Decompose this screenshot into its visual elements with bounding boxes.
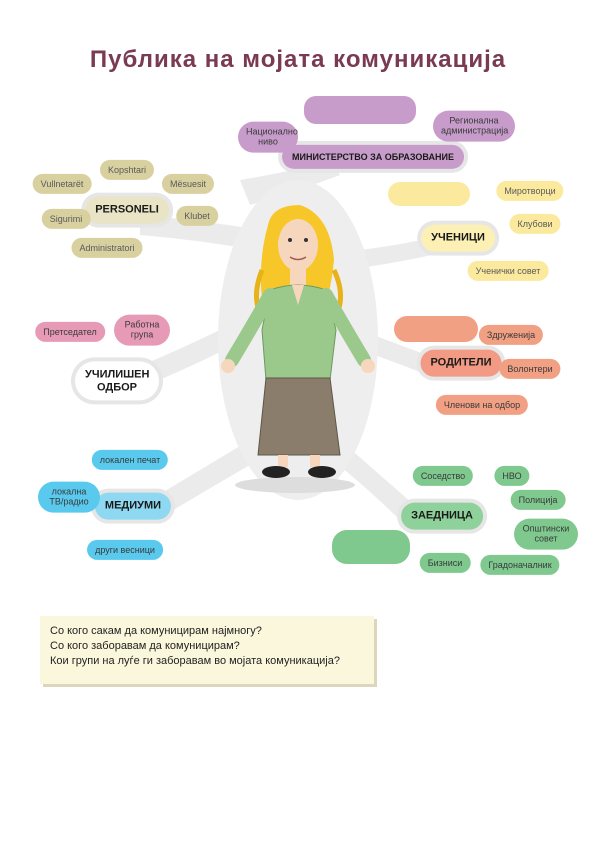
media-hub: МЕДИУМИ bbox=[95, 493, 171, 520]
personnel-item-administratori: Administratori bbox=[71, 238, 142, 258]
school-board-hub: УЧИЛИШЕН ОДБОР bbox=[75, 361, 159, 400]
community-item-municipal-council: Општински совет bbox=[514, 519, 578, 550]
community-item-ngo: НВО bbox=[494, 466, 529, 486]
community-item-businesses: Бизниси bbox=[420, 553, 471, 573]
personnel-hub: PERSONELI bbox=[85, 197, 169, 224]
page-title: Публика на мојата комуникација bbox=[89, 46, 507, 73]
community-item-mayor: Градоначалник bbox=[480, 555, 559, 575]
ministry-item-national: Национално ниво bbox=[238, 122, 298, 153]
parents-hub: РОДИТЕЛИ bbox=[420, 350, 501, 377]
questions-box bbox=[40, 616, 374, 684]
media-item-other-newspapers: други весници bbox=[87, 540, 163, 560]
blank-bubble-green bbox=[332, 530, 410, 564]
ministry-item-regional: Регионална администрација bbox=[433, 111, 515, 142]
parents-item-associations: Здружениja bbox=[479, 325, 543, 345]
media-item-local-press: локален печат bbox=[92, 450, 168, 470]
students-item-council: Ученички совет bbox=[468, 261, 549, 281]
parents-item-volunteers: Волонтери bbox=[499, 359, 560, 379]
students-hub: УЧЕНИЦИ bbox=[421, 225, 495, 252]
personnel-item-kopshtari: Kopshtari bbox=[100, 160, 154, 180]
blank-bubble-orange bbox=[394, 316, 478, 342]
students-item-peacemakers: Миротворци bbox=[496, 181, 563, 201]
personnel-item-sigurimi: Sigurimi bbox=[42, 209, 91, 229]
community-item-neighbourhood: Соседство bbox=[413, 466, 473, 486]
personnel-item-klubet: Klubet bbox=[176, 206, 218, 226]
parents-item-board-members: Членови на одбор bbox=[436, 395, 528, 415]
question-line: Кои групи на луѓе ги заборавам во мојата комуникација? bbox=[50, 655, 340, 667]
question-line: Со кого заборавам да комуницирам? bbox=[50, 640, 240, 652]
school-board-item-working-group: Работна група bbox=[114, 315, 170, 346]
media-item-local-tv-radio: локална ТВ/радио bbox=[38, 482, 100, 513]
community-hub: ЗАЕДНИЦА bbox=[401, 503, 483, 530]
school-board-item-president: Претседател bbox=[35, 322, 105, 342]
personnel-item-mesuesit: Mësuesit bbox=[162, 174, 214, 194]
ministry-hub: МИНИСТЕРСТВО ЗА ОБРАЗОВАНИЕ bbox=[282, 145, 464, 169]
floor-shadow bbox=[235, 477, 355, 493]
question-line: Со кого сакам да комуницирам најмногу? bbox=[50, 625, 262, 637]
personnel-item-vullnetaret: Vullnetarët bbox=[33, 174, 92, 194]
blank-bubble-yellow bbox=[388, 182, 470, 206]
students-item-clubs: Клубови bbox=[509, 214, 560, 234]
community-item-police: Полиција bbox=[511, 490, 566, 510]
blank-bubble-top bbox=[304, 96, 416, 124]
